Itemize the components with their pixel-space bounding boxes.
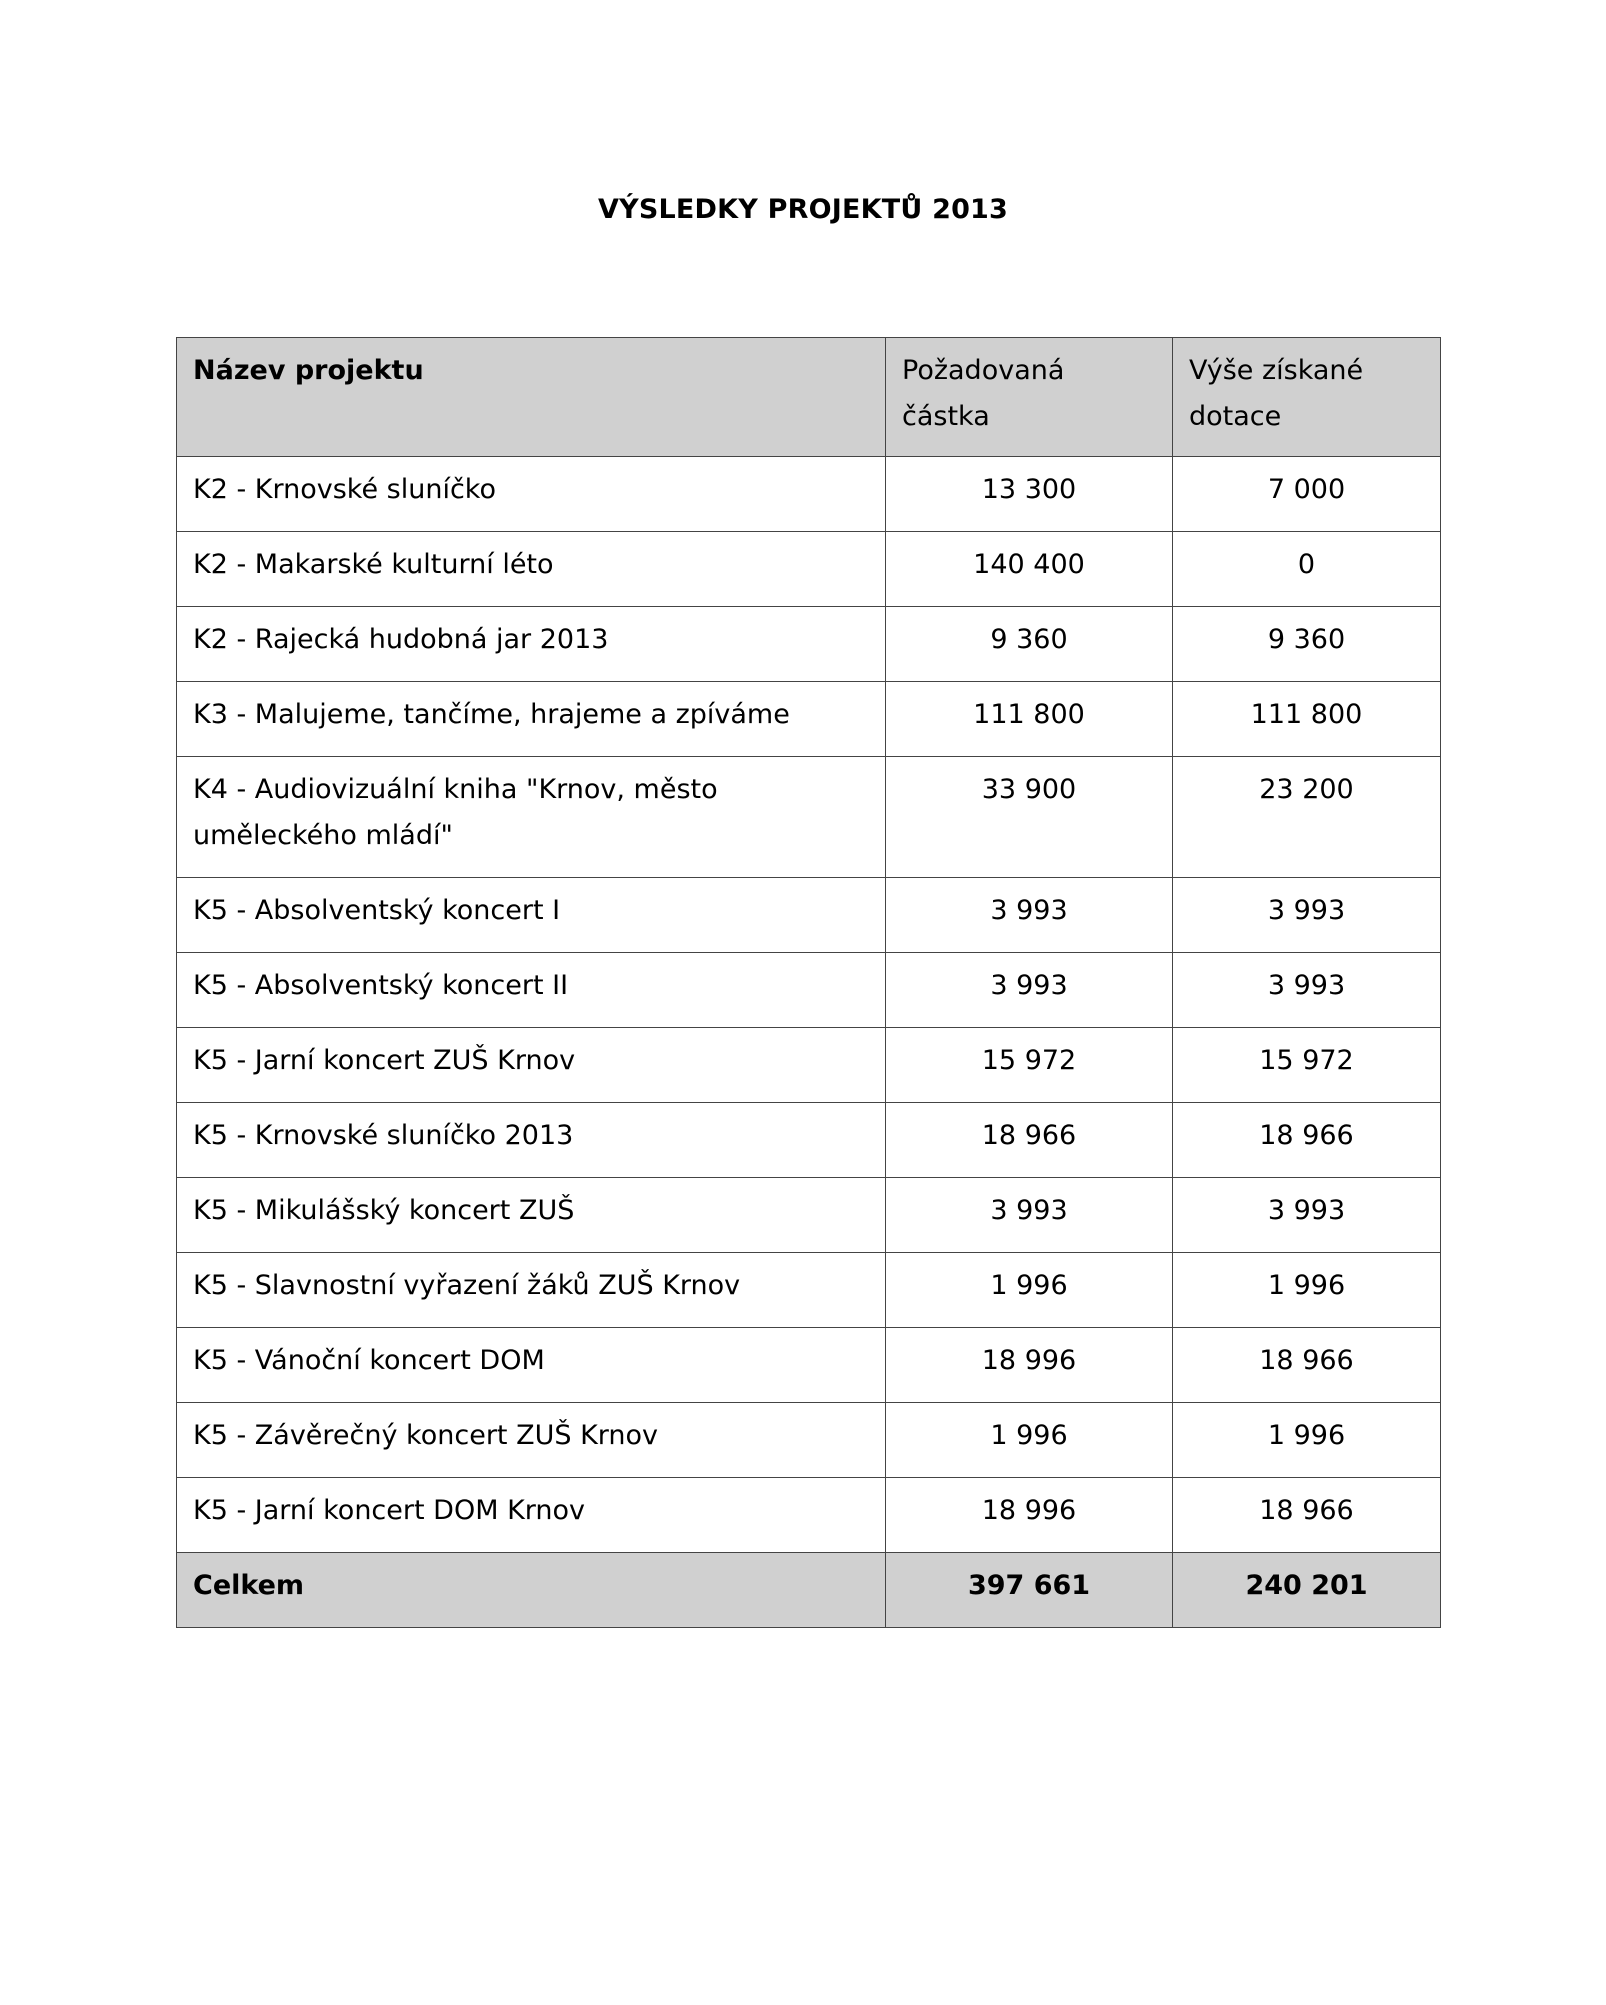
header-project-name: Název projektu bbox=[177, 338, 886, 457]
requested-amount-cell: 1 996 bbox=[886, 1403, 1173, 1478]
table-row bbox=[177, 1178, 1441, 1253]
requested-amount-cell: 3 993 bbox=[886, 953, 1173, 1028]
table-row bbox=[177, 1103, 1441, 1178]
page-title: VÝSLEDKY PROJEKTŮ 2013 bbox=[597, 194, 1009, 225]
table-row bbox=[177, 682, 1441, 757]
granted-amount-cell: 0 bbox=[1173, 532, 1441, 607]
table-row bbox=[177, 878, 1441, 953]
requested-amount-cell: 140 400 bbox=[886, 532, 1173, 607]
table-row bbox=[177, 457, 1441, 532]
requested-amount-cell: 1 996 bbox=[886, 1253, 1173, 1328]
header-requested-amount: Požadovaná částka bbox=[886, 338, 1173, 457]
project-name-cell: K5 - Závěrečný koncert ZUŠ Krnov bbox=[177, 1403, 886, 1478]
table-row bbox=[177, 1403, 1441, 1478]
requested-amount-cell: 111 800 bbox=[886, 682, 1173, 757]
granted-amount-cell: 15 972 bbox=[1173, 1028, 1441, 1103]
granted-amount-cell: 9 360 bbox=[1173, 607, 1441, 682]
project-name-cell: K2 - Makarské kulturní léto bbox=[177, 532, 886, 607]
project-name-cell: K5 - Jarní koncert ZUŠ Krnov bbox=[177, 1028, 886, 1103]
table-row bbox=[177, 1028, 1441, 1103]
granted-amount-cell: 3 993 bbox=[1173, 1178, 1441, 1253]
requested-amount-cell: 18 996 bbox=[886, 1478, 1173, 1553]
table-header-row bbox=[177, 338, 1441, 457]
total-label: Celkem bbox=[177, 1553, 886, 1628]
granted-amount-cell: 7 000 bbox=[1173, 457, 1441, 532]
requested-amount-cell: 9 360 bbox=[886, 607, 1173, 682]
projects-table bbox=[176, 337, 1441, 1628]
granted-amount-cell: 18 966 bbox=[1173, 1478, 1441, 1553]
granted-amount-cell: 18 966 bbox=[1173, 1103, 1441, 1178]
table-row bbox=[177, 532, 1441, 607]
table-row bbox=[177, 953, 1441, 1028]
requested-amount-cell: 33 900 bbox=[886, 757, 1173, 878]
requested-amount-cell: 3 993 bbox=[886, 1178, 1173, 1253]
requested-amount-cell: 13 300 bbox=[886, 457, 1173, 532]
project-name-cell: K3 - Malujeme, tančíme, hrajeme a zpíváme bbox=[177, 682, 886, 757]
total-requested: 397 661 bbox=[886, 1553, 1173, 1628]
table-row bbox=[177, 1478, 1441, 1553]
project-name-cell: K5 - Jarní koncert DOM Krnov bbox=[177, 1478, 886, 1553]
granted-amount-cell: 3 993 bbox=[1173, 878, 1441, 953]
project-name-cell: K5 - Absolventský koncert I bbox=[177, 878, 886, 953]
table-row bbox=[177, 1328, 1441, 1403]
table-row bbox=[177, 1253, 1441, 1328]
granted-amount-cell: 18 966 bbox=[1173, 1328, 1441, 1403]
project-name-cell: K2 - Rajecká hudobná jar 2013 bbox=[177, 607, 886, 682]
table-row bbox=[177, 757, 1441, 878]
granted-amount-cell: 111 800 bbox=[1173, 682, 1441, 757]
requested-amount-cell: 3 993 bbox=[886, 878, 1173, 953]
granted-amount-cell: 1 996 bbox=[1173, 1403, 1441, 1478]
project-name-cell: K4 - Audiovizuální kniha "Krnov, město uměleckého mládí" bbox=[177, 757, 886, 878]
project-name-cell: K5 - Absolventský koncert II bbox=[177, 953, 886, 1028]
granted-amount-cell: 3 993 bbox=[1173, 953, 1441, 1028]
project-name-cell: K5 - Vánoční koncert DOM bbox=[177, 1328, 886, 1403]
project-name-cell: K2 - Krnovské sluníčko bbox=[177, 457, 886, 532]
table-row bbox=[177, 607, 1441, 682]
granted-amount-cell: 1 996 bbox=[1173, 1253, 1441, 1328]
project-name-cell: K5 - Krnovské sluníčko 2013 bbox=[177, 1103, 886, 1178]
project-name-cell: K5 - Mikulášský koncert ZUŠ bbox=[177, 1178, 886, 1253]
total-row bbox=[177, 1553, 1441, 1628]
header-granted-amount: Výše získané dotace bbox=[1173, 338, 1441, 457]
granted-amount-cell: 23 200 bbox=[1173, 757, 1441, 878]
requested-amount-cell: 15 972 bbox=[886, 1028, 1173, 1103]
total-granted: 240 201 bbox=[1173, 1553, 1441, 1628]
requested-amount-cell: 18 966 bbox=[886, 1103, 1173, 1178]
project-name-cell: K5 - Slavnostní vyřazení žáků ZUŠ Krnov bbox=[177, 1253, 886, 1328]
requested-amount-cell: 18 996 bbox=[886, 1328, 1173, 1403]
